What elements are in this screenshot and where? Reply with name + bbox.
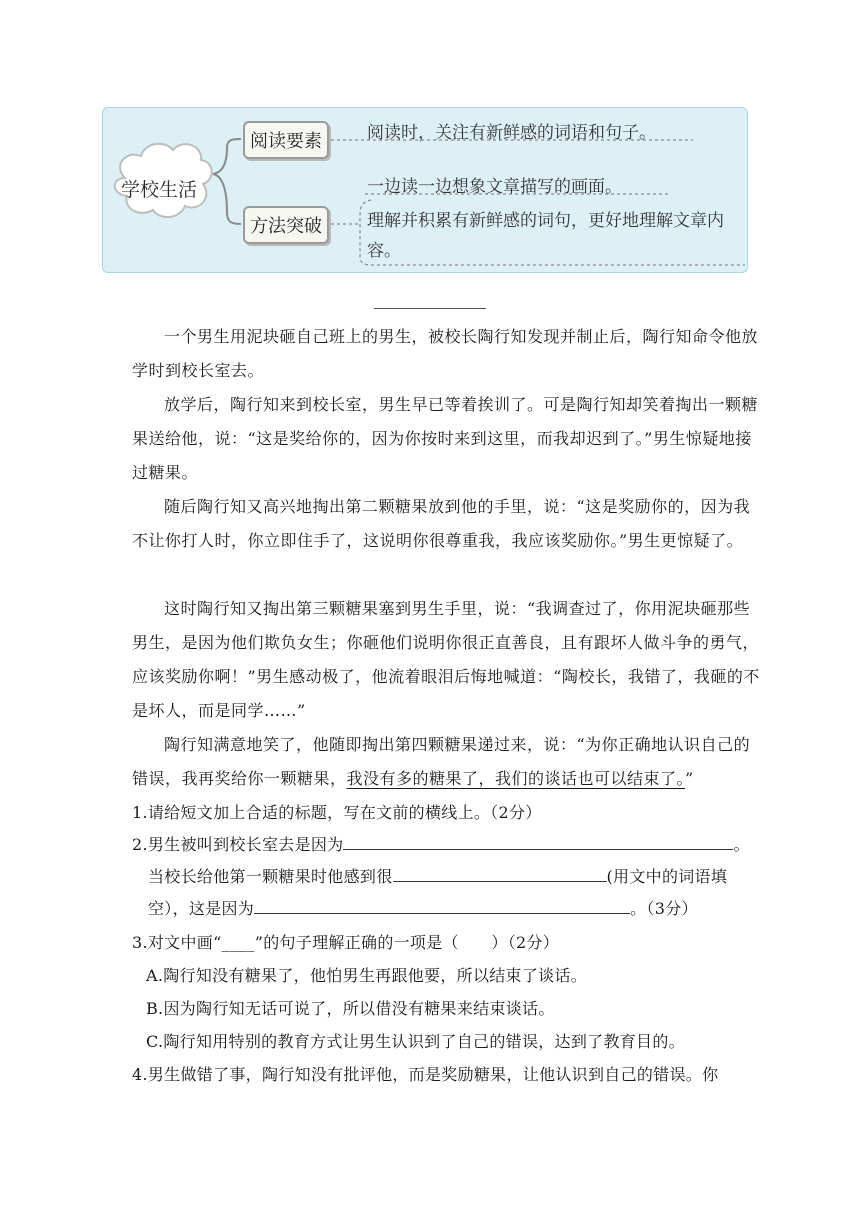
title-blank-line[interactable] bbox=[374, 308, 486, 309]
branch-method-breakthrough: 方法突破 bbox=[243, 206, 329, 244]
question-2-line-2 bbox=[148, 861, 727, 893]
question-2 bbox=[132, 829, 750, 861]
question-2-prompt-d: 空），这是因为 bbox=[148, 899, 255, 918]
option-b[interactable]: B.因为陶行知无话可说了，所以借没有糖果来结束谈话。 bbox=[146, 999, 555, 1018]
paragraph-1: 一个男生用泥块砸自己班上的男生，被校长陶行知发现并制止后，陶行知命令他放学时到校长室去。 bbox=[132, 327, 759, 380]
mind-map bbox=[102, 107, 748, 273]
question-2-end: 。 bbox=[733, 835, 750, 854]
branch-reading-elements: 阅读要素 bbox=[243, 121, 329, 159]
paragraph-3: 随后陶行知又高兴地掏出第二颗糖果放到他的手里，说：“这是奖励你的，因为我不让你打人时，你立即住手了，这说明你很尊重我，我应该奖励你。”男生更惊疑了。 bbox=[132, 497, 751, 550]
paragraph-5 bbox=[132, 728, 762, 796]
closing-quote: ” bbox=[685, 769, 694, 788]
question-4: 4.男生做错了事，陶行知没有批评他，而是奖励糖果，让他认识到自己的错误。你 bbox=[132, 1065, 719, 1084]
paragraph-2: 放学后，陶行知来到校长室，男生早已等着挨训了。可是陶行知却笑着掏出一颗糖果送给他，说：“这是奖给你的，因为你按时来到这里，而我却迟到了。”男生惊疑地接过糖果。 bbox=[132, 395, 759, 482]
branch2-text-1: 一边读一边想象文章描写的画面。 bbox=[367, 177, 622, 197]
branch1-text: 阅读时，关注有新鲜感的词语和句子。 bbox=[367, 123, 656, 143]
question-3: 3.对文中画“____”的句子理解正确的一项是（ ）（2分） bbox=[132, 933, 560, 952]
answer-blank-reason[interactable] bbox=[343, 831, 733, 850]
paragraph-4: 这时陶行知又掏出第三颗糖果塞到男生手里，说：“我调查过了，你用泥块砸那些男生，是因为他们欺负女生；你砸他们说明你很正直善良，且有跟坏人做斗争的勇气，应该奖励你啊！”男生感动极了，他流着眼泪后悔地喊道：“陶校长，我错了，我砸的不是坏人，而是同学……” bbox=[132, 599, 760, 720]
answer-blank-because[interactable] bbox=[254, 895, 630, 914]
underlined-sentence: 我没有多的糖果了，我们的谈话也可以结束了。 bbox=[346, 769, 686, 788]
question-2-prompt-b: 当校长给他第一颗糖果时他感到很 bbox=[148, 867, 393, 886]
question-2-line-3 bbox=[148, 893, 698, 925]
question-2-score: 。（3分） bbox=[630, 899, 698, 918]
paragraph-5-text: 陶行知满意地笑了，他随即掏出第四颗糖果递过来，说：“为你正确地认识自己的错误，我再奖给你一颗糖果， bbox=[132, 735, 751, 788]
option-c[interactable]: C.陶行知用特别的教育方式让男生认识到了自己的错误，达到了教育目的。 bbox=[146, 1032, 685, 1051]
mind-map-center: 学校生活 bbox=[120, 178, 197, 201]
branch2-text-2: 理解并积累有新鲜感的词句，更好地理解文章内容。 bbox=[367, 211, 724, 261]
answer-blank-feeling[interactable] bbox=[393, 863, 607, 882]
question-1: 1.请给短文加上合适的标题，写在文前的横线上。（2分） bbox=[132, 803, 542, 822]
question-2-prompt: 2.男生被叫到校长室去是因为 bbox=[132, 835, 344, 854]
option-a[interactable]: A.陶行知没有糖果了，他怕男生再跟他要，所以结束了谈话。 bbox=[146, 966, 588, 985]
question-2-prompt-c: (用文中的词语填 bbox=[606, 867, 728, 886]
